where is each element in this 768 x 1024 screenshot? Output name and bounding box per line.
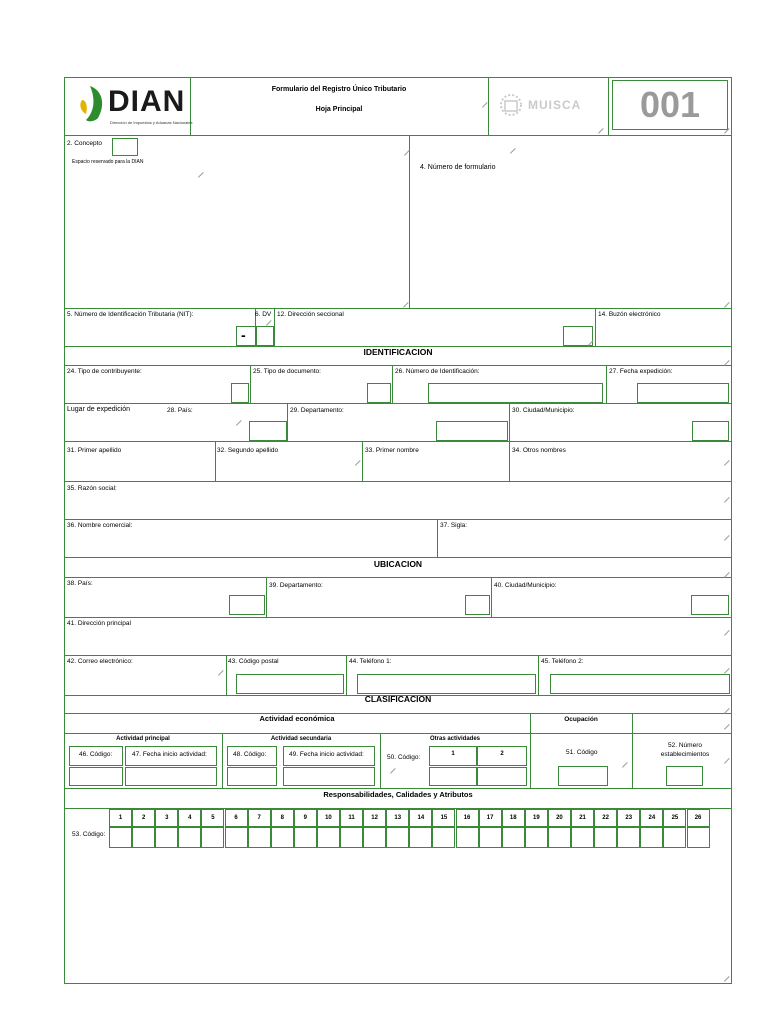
resp-col-header: 2 bbox=[132, 809, 155, 827]
otras-actividades-title: Otras actividades bbox=[429, 736, 481, 742]
resp-code-input[interactable] bbox=[386, 827, 409, 848]
resp-code-input[interactable] bbox=[432, 827, 455, 848]
divider bbox=[64, 788, 732, 789]
concepto-label: 2. Concepto bbox=[67, 140, 103, 147]
corner-tick bbox=[198, 172, 204, 178]
logo-text: DIAN bbox=[108, 85, 186, 118]
tipo-contribuyente-input[interactable] bbox=[231, 383, 249, 403]
resp-code-input[interactable] bbox=[271, 827, 294, 848]
depto29-label: 29. Departamento: bbox=[290, 407, 344, 414]
corner-tick bbox=[588, 340, 594, 346]
fecha47-label: 47. Fecha inicio actividad: bbox=[132, 751, 207, 758]
concepto-input[interactable] bbox=[112, 138, 138, 156]
form-number: 001 bbox=[639, 84, 701, 125]
resp-code-input[interactable] bbox=[317, 827, 340, 848]
nit-dash: - bbox=[241, 327, 246, 343]
resp-col-header: 20 bbox=[548, 809, 571, 827]
divider bbox=[509, 403, 510, 441]
resp-code-input[interactable] bbox=[548, 827, 571, 848]
corner-tick bbox=[724, 758, 730, 764]
dv-label: 6. DV bbox=[255, 311, 272, 318]
razon-social-label: 35. Razón social: bbox=[67, 485, 117, 492]
resp-code-input[interactable] bbox=[594, 827, 617, 848]
resp-col-header: 9 bbox=[294, 809, 317, 827]
dian-leaf-icon bbox=[72, 84, 108, 124]
pais28-input[interactable] bbox=[249, 421, 287, 441]
fecha49-label: 49. Fecha inicio actividad: bbox=[289, 751, 364, 758]
divider bbox=[64, 441, 732, 442]
corner-tick bbox=[724, 630, 730, 636]
lugar-expedicion-label: Lugar de expedición bbox=[67, 406, 131, 413]
corner-tick bbox=[510, 148, 516, 154]
nit-label: 5. Número de Identificación Tributaria (NIT): bbox=[67, 311, 194, 318]
fecha49-input[interactable] bbox=[283, 767, 375, 786]
divider bbox=[608, 77, 609, 135]
codigo46-label: 46. Código: bbox=[79, 751, 113, 758]
resp-code-input[interactable] bbox=[663, 827, 686, 848]
fecha47-input[interactable] bbox=[125, 767, 217, 786]
resp-code-input[interactable] bbox=[409, 827, 432, 848]
resp-col-header: 13 bbox=[386, 809, 409, 827]
sigla-label: 37. Sigla: bbox=[440, 522, 468, 529]
resp-col-header: 6 bbox=[225, 809, 248, 827]
depto39-label: 39. Departamento: bbox=[269, 582, 323, 589]
resp-col-header: 4 bbox=[178, 809, 201, 827]
divider bbox=[64, 403, 732, 404]
divider bbox=[488, 77, 489, 135]
depto29-input[interactable] bbox=[436, 421, 508, 441]
resp-code-input[interactable] bbox=[456, 827, 479, 848]
corner-tick bbox=[724, 535, 730, 541]
corner-tick bbox=[236, 420, 242, 426]
num-identificacion-input[interactable] bbox=[428, 383, 603, 403]
tipo-documento-label: 25. Tipo de documento: bbox=[253, 368, 321, 375]
ciudad40-input[interactable] bbox=[691, 595, 729, 615]
resp-col-header: 23 bbox=[617, 809, 640, 827]
divider bbox=[250, 365, 251, 403]
resp-col-header: 17 bbox=[479, 809, 502, 827]
resp-code-input[interactable] bbox=[201, 827, 224, 848]
corner-tick bbox=[724, 360, 730, 366]
num-identificacion-label: 26. Número de Identificación: bbox=[395, 368, 480, 375]
num-establecimientos-input[interactable] bbox=[666, 766, 703, 786]
divider bbox=[392, 365, 393, 403]
corner-tick bbox=[724, 572, 730, 578]
ciudad30-label: 30. Ciudad/Municipio: bbox=[512, 407, 575, 414]
resp-col-header: 19 bbox=[525, 809, 548, 827]
otras2-input[interactable] bbox=[477, 767, 527, 786]
resp-col-header: 7 bbox=[248, 809, 271, 827]
corner-tick bbox=[390, 768, 396, 774]
num-establecimientos-label: 52. Número establecimientos bbox=[660, 742, 710, 758]
segundo-apellido-label: 32. Segundo apellido bbox=[217, 447, 279, 454]
divider bbox=[64, 365, 732, 366]
fecha-expedicion-label: 27. Fecha expedición: bbox=[609, 368, 673, 375]
otros-nombres-label: 34. Otros nombres bbox=[512, 447, 566, 454]
otras1-input[interactable] bbox=[429, 767, 477, 786]
divider bbox=[64, 519, 732, 520]
resp-code-input[interactable] bbox=[502, 827, 525, 848]
corner-tick bbox=[724, 497, 730, 503]
corner-tick bbox=[724, 460, 730, 466]
resp-col-header: 15 bbox=[432, 809, 455, 827]
codigo50-label: 50. Código: bbox=[387, 754, 421, 761]
resp-code-input[interactable] bbox=[225, 827, 248, 848]
pais38-input[interactable] bbox=[229, 595, 265, 615]
otras1-label: 1 bbox=[451, 751, 455, 757]
codigo48-label: 48. Código: bbox=[233, 751, 267, 758]
resp-col-header: 10 bbox=[317, 809, 340, 827]
corner-tick bbox=[724, 976, 730, 982]
section-clasificacion: CLASIFICACION bbox=[364, 694, 432, 704]
codigo48-input[interactable] bbox=[227, 767, 277, 786]
resp-col-header: 1 bbox=[109, 809, 132, 827]
corner-tick bbox=[724, 668, 730, 674]
pais38-label: 38. País: bbox=[67, 580, 93, 587]
resp-code-input[interactable] bbox=[687, 827, 710, 848]
otras2-label: 2 bbox=[500, 751, 504, 757]
resp-col-header: 3 bbox=[155, 809, 178, 827]
divider bbox=[491, 577, 492, 617]
resp-col-header: 16 bbox=[456, 809, 479, 827]
resp-code-input[interactable] bbox=[132, 827, 155, 848]
divider bbox=[64, 577, 732, 578]
muisca-emblem-icon bbox=[498, 92, 524, 120]
dir-seccional-label: 12. Dirección seccional bbox=[277, 311, 344, 318]
resp-code-input[interactable] bbox=[640, 827, 663, 848]
divider bbox=[226, 655, 227, 695]
actividad-economica-title: Actividad económica bbox=[259, 714, 335, 723]
muisca-logo bbox=[498, 92, 602, 122]
divider bbox=[287, 403, 288, 441]
buzon-label: 14. Buzón electrónico bbox=[598, 311, 661, 318]
logo-subtext: Dirección de Impuestos y Aduanas Nacionales bbox=[110, 120, 193, 125]
corner-tick bbox=[724, 302, 730, 308]
telefono2-input[interactable] bbox=[550, 674, 730, 694]
divider bbox=[64, 617, 732, 618]
codigo46-input[interactable] bbox=[69, 767, 123, 786]
telefono2-label: 45. Teléfono 2: bbox=[541, 658, 584, 665]
corner-tick bbox=[218, 670, 224, 676]
divider bbox=[215, 441, 216, 481]
resp-col-header: 5 bbox=[201, 809, 224, 827]
divider bbox=[632, 713, 633, 733]
resp-code-input[interactable] bbox=[340, 827, 363, 848]
divider bbox=[64, 308, 732, 309]
resp-code-input[interactable] bbox=[155, 827, 178, 848]
divider bbox=[346, 655, 347, 695]
telefono1-label: 44. Teléfono 1: bbox=[349, 658, 392, 665]
resp-code-input[interactable] bbox=[617, 827, 640, 848]
divider bbox=[538, 655, 539, 695]
correo-label: 42. Correo electrónico: bbox=[67, 658, 133, 665]
corner-tick bbox=[482, 102, 488, 108]
corner-tick bbox=[724, 708, 730, 714]
corner-tick bbox=[724, 128, 730, 134]
corner-tick bbox=[622, 762, 628, 768]
tipo-contribuyente-label: 24. Tipo de contribuyente: bbox=[67, 368, 142, 375]
tipo-documento-input[interactable] bbox=[367, 383, 391, 403]
resp-col-header: 11 bbox=[340, 809, 363, 827]
resp-col-header: 8 bbox=[271, 809, 294, 827]
codigo-postal-label: 43. Código postal bbox=[228, 658, 279, 665]
pais28-label: 28. País: bbox=[167, 407, 193, 414]
primer-nombre-label: 33. Primer nombre bbox=[365, 447, 419, 454]
divider bbox=[266, 577, 267, 617]
ocupacion-title: Ocupación bbox=[564, 716, 598, 723]
ciudad30-input[interactable] bbox=[692, 421, 729, 441]
divider bbox=[409, 135, 410, 308]
section-identificacion: IDENTIFICACION bbox=[363, 347, 433, 357]
num-formulario-label: 4. Número de formulario bbox=[420, 164, 496, 171]
dir-principal-label: 41. Dirección principal bbox=[67, 620, 131, 627]
resp-code-input[interactable] bbox=[248, 827, 271, 848]
resp-col-header: 24 bbox=[640, 809, 663, 827]
section-responsabilidades: Responsabilidades, Calidades y Atributos bbox=[323, 790, 473, 799]
actividad-secundaria-title: Actividad secundaria bbox=[270, 736, 332, 742]
resp-col-header: 21 bbox=[571, 809, 594, 827]
primer-apellido-label: 31. Primer apellido bbox=[67, 447, 122, 454]
depto39-input[interactable] bbox=[465, 595, 490, 615]
resp-col-header: 26 bbox=[687, 809, 710, 827]
corner-tick bbox=[355, 460, 361, 466]
resp-code-input[interactable] bbox=[479, 827, 502, 848]
divider bbox=[509, 441, 510, 481]
corner-tick bbox=[598, 128, 604, 134]
resp-code-input[interactable] bbox=[525, 827, 548, 848]
divider bbox=[606, 365, 607, 403]
corner-tick bbox=[266, 320, 272, 326]
actividad-principal-title: Actividad principal bbox=[116, 736, 170, 742]
resp-col-header: 22 bbox=[594, 809, 617, 827]
resp-code-input[interactable] bbox=[109, 827, 132, 848]
corner-tick bbox=[724, 724, 730, 730]
resp-code-input[interactable] bbox=[178, 827, 201, 848]
dv-input[interactable] bbox=[256, 326, 274, 346]
resp-code-input[interactable] bbox=[363, 827, 386, 848]
corner-tick bbox=[404, 150, 410, 156]
divider bbox=[530, 733, 531, 788]
muisca-text: MUISCA bbox=[528, 98, 582, 112]
divider bbox=[437, 519, 438, 557]
codigo-postal-input[interactable] bbox=[236, 674, 344, 694]
divider bbox=[632, 733, 633, 788]
form-subtitle: Hoja Principal bbox=[315, 106, 363, 113]
codigo51-label: 51. Código bbox=[566, 749, 598, 756]
section-ubicacion: UBICACION bbox=[373, 559, 423, 569]
divider bbox=[595, 308, 596, 346]
form-title: Formulario del Registro Único Tributario bbox=[271, 86, 407, 93]
divider bbox=[64, 481, 732, 482]
divider bbox=[362, 441, 363, 481]
resp-code-input[interactable] bbox=[571, 827, 594, 848]
codigo53-label: 53. Código: bbox=[72, 831, 106, 838]
codigo51-input[interactable] bbox=[558, 766, 608, 786]
nit-input[interactable] bbox=[236, 326, 256, 346]
resp-code-input[interactable] bbox=[294, 827, 317, 848]
telefono1-input[interactable] bbox=[357, 674, 536, 694]
dian-logo bbox=[70, 82, 193, 130]
resp-col-header: 25 bbox=[663, 809, 686, 827]
resp-col-header: 12 bbox=[363, 809, 386, 827]
fecha-expedicion-input[interactable] bbox=[637, 383, 729, 403]
divider bbox=[64, 135, 732, 136]
nombre-comercial-label: 36. Nombre comercial: bbox=[67, 522, 133, 529]
divider bbox=[274, 308, 275, 346]
divider bbox=[64, 557, 732, 558]
corner-tick bbox=[403, 302, 409, 308]
resp-col-header: 14 bbox=[409, 809, 432, 827]
divider bbox=[64, 655, 732, 656]
reservado-label: Espacio reservado para la DIAN bbox=[72, 159, 144, 165]
ciudad40-label: 40. Ciudad/Municipio: bbox=[494, 582, 557, 589]
resp-col-header: 18 bbox=[502, 809, 525, 827]
